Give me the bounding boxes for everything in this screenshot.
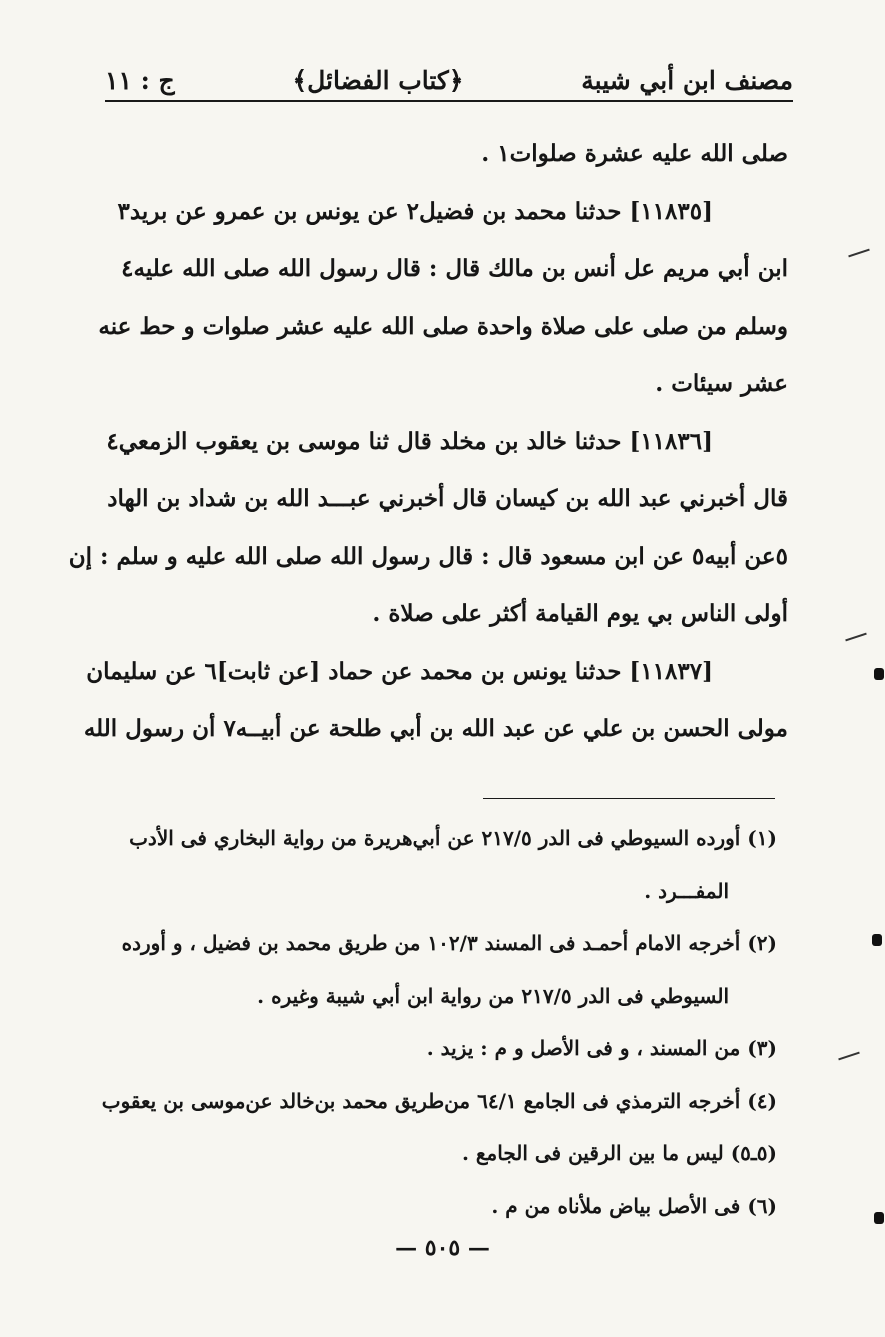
- book-title: مصنف ابن أبي شيبة: [581, 65, 793, 95]
- running-header: [105, 58, 793, 102]
- footnote-5: (٥ـ٥) ليس ما بين الرقين فى الجامع .: [461, 1141, 777, 1165]
- main-text: [68, 125, 788, 758]
- text-line: أولى الناس بي يوم القيامة أكثر على صلاة .: [372, 600, 788, 627]
- text-line: ابن أبي مريم عل أنس بن مالك قال : قال رسول الله صلى الله عليه٤: [121, 255, 788, 282]
- footnote-1-cont: المفـــرد .: [644, 878, 729, 903]
- text-line: قال أخبرني عبد الله بن كيسان قال أخبرني عبـــد الله بن شداد بن الهاد: [107, 485, 788, 512]
- volume-number: ج : ١١: [105, 65, 175, 95]
- scan-mark: [874, 1212, 884, 1224]
- text-line: عشر سيئات .: [655, 370, 788, 397]
- footnotes: [103, 812, 777, 1232]
- footnote-2: (٢) أخرجه الامام أحمـد فى المسند ١٠٢/٣ من طريق محمد بن فضيل ، و أورده: [121, 931, 777, 955]
- footnote-4: (٤) أخرجه الترمذي فى الجامع ٦٤/١ من‌طريق محمد بن‌خالد عن‌موسى بن يعقوب: [101, 1088, 777, 1113]
- text-line: ٥عن أبيه٥ عن ابن مسعود قال : قال رسول الله صلى الله عليه و سلم : إن: [68, 542, 788, 570]
- hadith-11835-start: [١١٨٣٥] حدثنا محمد بن فضيل٢ عن يونس بن عمرو عن بريد٣: [117, 197, 713, 225]
- scan-mark: [874, 668, 884, 680]
- footnote-3: (٣) من المسند ، و فى الأصل و م : يزيد .: [426, 1036, 777, 1060]
- text-line: مولى الحسن بن علي عن عبد الله بن أبي طلحة عن أبيــه٧ أن رسول الله: [83, 715, 788, 742]
- scan-mark: [848, 249, 870, 258]
- chapter-title: ﴿كتاب الفضائل﴾: [292, 65, 464, 95]
- footnote-2-cont: السيوطي فى الدر ٢١٧/٥ من رواية ابن أبي شيبة وغيره .: [257, 983, 729, 1008]
- scan-mark: [872, 934, 882, 946]
- header-rule: [105, 100, 793, 102]
- page-number: — ٥٠٥ —: [395, 1235, 490, 1261]
- hadith-11837-start: [١١٨٣٧] حدثنا يونس بن محمد عن حماد [عن ثابت]٦ عن سليمان: [86, 657, 713, 685]
- footnote-1: (١) أورده السيوطي فى الدر ٢١٧/٥ عن أبي‌هريرة من رواية البخاري فى الأدب: [129, 826, 777, 850]
- text-line: صلى الله عليه عشرة صلوات١ .: [481, 140, 788, 167]
- scan-mark: [845, 633, 867, 642]
- footnote-6: (٦) فى الأصل بياض ملأناه من م .: [491, 1193, 777, 1218]
- text-line: وسلم من صلى على صلاة واحدة صلى الله عليه عشر صلوات و حط عنه: [98, 312, 788, 340]
- footnote-separator: [483, 798, 775, 799]
- hadith-11836-start: [١١٨٣٦] حدثنا خالد بن مخلد قال ثنا موسى بن يعقوب الزمعي٤: [106, 427, 713, 455]
- scan-mark: [838, 1052, 860, 1061]
